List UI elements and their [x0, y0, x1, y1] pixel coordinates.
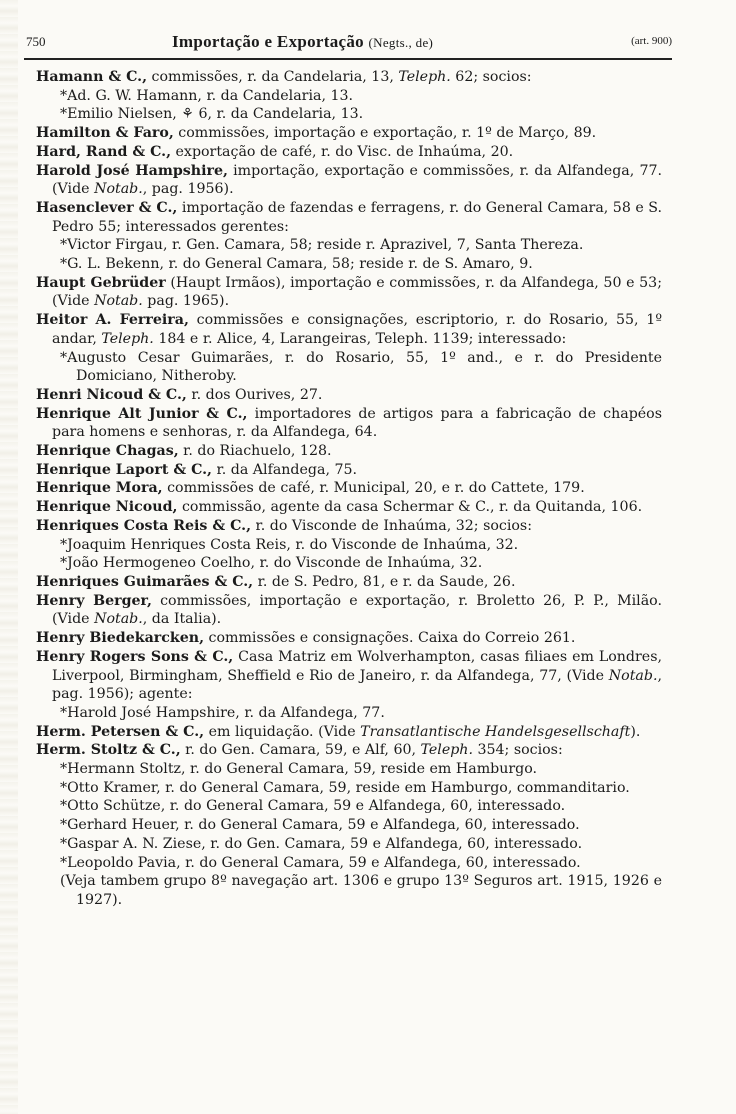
entry-text: commissões, importação e exportação, r. 1º de Março, 89.: [173, 125, 597, 142]
entry-text: importadores de artigos para a fabricação de chapéos para homens e senhoras, r. da Alfandega, 64.: [52, 405, 662, 441]
entry-name: Henrique Chagas,: [36, 443, 179, 460]
entry-italic: Notab.: [94, 611, 143, 628]
directory-entry: [36, 479, 662, 498]
entry-partner: *Joaquim Henriques Costa Reis, r. do Visconde de Inhaúma, 32.: [60, 536, 519, 553]
entry-text: r. da Alfandega, 75.: [212, 461, 358, 478]
page-edge-stain: [0, 0, 18, 1114]
directory-entry: [36, 723, 662, 742]
page-number: 750: [26, 34, 46, 49]
directory-entry: [36, 741, 662, 909]
entry-text: (Haupt Irmãos), importação e commissões, r. da Alfandega, 50 e 53; (Vide: [52, 274, 662, 310]
entry-name: Henry Rogers Sons & C.,: [36, 648, 234, 665]
entry-text: r. do Riachuelo, 128.: [178, 443, 332, 460]
entry-italic: Notab.: [608, 667, 658, 684]
entry-tail: ).: [630, 723, 641, 740]
entry-name: Henrique Nicoud,: [36, 499, 178, 516]
entry-partner: *Victor Firgau, r. Gen. Camara, 58; reside r. Aprazivel, 7, Santa Thereza.: [60, 237, 584, 254]
title-subtitle: (Negts., de): [368, 35, 434, 50]
entry-text: r. dos Ourives, 27.: [186, 386, 323, 403]
directory-entry: [36, 592, 662, 629]
article-reference: (art. 900): [631, 35, 672, 47]
entry-name: Hamann & C.,: [36, 69, 148, 85]
entry-partner: *Gaspar A. N. Ziese, r. do Gen. Camara, 59 e Alfandega, 60, interessado.: [60, 835, 583, 852]
entry-text: commissões e consignações. Caixa do Correio 261.: [204, 630, 576, 647]
entry-partner: *João Hermogeneo Coelho, r. do Visconde de Inhaúma, 32.: [60, 555, 483, 572]
entry-text: commissões e consignações, escriptorio, r. do Rosario, 55, 1º andar,: [52, 312, 662, 347]
entry-name: Henrique Mora,: [36, 480, 163, 497]
entry-name: Heitor A. Ferreira,: [36, 312, 189, 329]
entry-text: commissões, r. da Candelaria, 13,: [147, 69, 399, 85]
entry-name: Herm. Stoltz & C.,: [36, 742, 181, 759]
entry-tail: 62; socios:: [450, 69, 532, 85]
entry-partner: *Harold José Hampshire, r. da Alfandega, 77.: [60, 704, 385, 721]
directory-entry: [36, 461, 662, 480]
entry-text: exportação de café, r. do Visc. de Inhaúma, 20.: [171, 143, 514, 160]
entry-italic: Teleph.: [398, 69, 451, 85]
entry-text: r. de S. Pedro, 81, e r. da Saude, 26.: [253, 573, 516, 590]
entry-partner: *Otto Kramer, r. do General Camara, 59, reside em Hamburgo, commanditario.: [60, 779, 630, 796]
entry-text: commissões de café, r. Municipal, 20, e r. do Cattete, 179.: [162, 480, 585, 497]
page-title: [172, 32, 433, 52]
entry-partner: (Veja tambem grupo 8º navegação art. 1306 e grupo 13º Seguros art. 1915, 1926 e 1927).: [60, 873, 662, 908]
entry-name: Haupt Gebrüder: [36, 274, 166, 291]
entry-partner: *Ad. G. W. Hamann, r. da Candelaria, 13.: [60, 87, 354, 104]
entry-italic: Notab.: [94, 293, 143, 310]
entry-text: r. do Visconde de Inhaúma, 32; socios:: [251, 517, 532, 534]
directory-entry: [36, 648, 662, 723]
entry-name: Henry Berger,: [36, 592, 152, 609]
entry-name: Henrique Alt Junior & C.,: [36, 405, 248, 422]
directory-entry: [36, 124, 662, 143]
entry-partner: *Emilio Nielsen, ⚘ 6, r. da Candelaria, 13.: [60, 106, 364, 123]
entry-text: importação de fazendas e ferragens, r. do General Camara, 58 e S. Pedro 55; interessados gerentes:: [52, 199, 662, 235]
directory-entry: [36, 162, 662, 199]
entry-name: Harold José Hampshire,: [36, 162, 228, 179]
entry-text: importação, exportação e commissões, r. da Alfandega, 77. (Vide: [52, 162, 663, 198]
entry-italic: Teleph.: [420, 742, 473, 759]
entry-italic: Notab.: [94, 181, 143, 198]
entry-tail: pag. 1965).: [142, 293, 230, 310]
entry-partner: *Leopoldo Pavia, r. do General Camara, 59 e Alfandega, 60, interessado.: [60, 854, 581, 871]
entry-tail: , pag. 1956); agente:: [52, 667, 662, 703]
directory-listing: [36, 68, 662, 910]
entry-text: commissões, importação e exportação, r. Broletto 26, P. P., Milão. (Vide: [52, 592, 662, 628]
entry-tail: , pag. 1956).: [142, 181, 234, 198]
entry-name: Hasenclever & C.,: [36, 199, 178, 216]
entry-tail: 354; socios:: [472, 742, 563, 759]
directory-entry: [36, 442, 662, 461]
entry-name: Henri Nicoud & C.,: [36, 386, 187, 403]
page-header: [20, 30, 672, 56]
entry-name: Henriques Costa Reis & C.,: [36, 517, 252, 534]
entry-text: commissão, agente da casa Schermar & C., r. da Quitanda, 106.: [177, 499, 643, 516]
entry-text: em liquidação. (Vide: [204, 723, 361, 740]
directory-entry: [36, 498, 662, 517]
directory-entry: [36, 517, 662, 573]
entry-tail: 184 e r. Alice, 4, Larangeiras, Teleph. 1139; interessado:: [153, 330, 567, 347]
entry-name: Henry Biedekarcken,: [36, 630, 205, 647]
directory-entry: [36, 405, 662, 442]
entry-name: Henrique Laport & C.,: [36, 461, 212, 478]
directory-entry: [36, 386, 662, 405]
entry-name: Herm. Petersen & C.,: [36, 723, 205, 740]
directory-entry: [36, 199, 662, 274]
entry-name: Hard, Rand & C.,: [36, 143, 172, 160]
title-text: Importação e Exportação: [172, 32, 364, 51]
entry-italic: Teleph.: [101, 330, 154, 347]
entry-name: Hamilton & Faro,: [36, 125, 174, 142]
entry-tail: , da Italia).: [142, 611, 222, 628]
directory-entry: [36, 629, 662, 648]
entry-text: Casa Matriz em Wolverhampton, casas filiaes em Londres, Liverpool, Birmingham, Sheffield e Rio de Janeiro, r. da Alfandega, 77, (Vide: [52, 648, 662, 684]
entry-partner: *Otto Schütze, r. do General Camara, 59 e Alfandega, 60, interessado.: [60, 798, 566, 815]
header-rule: [24, 58, 672, 60]
directory-entry: [36, 143, 662, 162]
entry-partner: *G. L. Bekenn, r. do General Camara, 58; reside r. de S. Amaro, 9.: [60, 256, 533, 273]
entry-text: r. do Gen. Camara, 59, e Alf, 60,: [180, 742, 421, 759]
directory-entry: [36, 274, 662, 311]
directory-entry: [36, 311, 662, 386]
entry-italic: Transatlantische Handelsgesellschaft: [360, 723, 631, 740]
entry-partner: *Hermann Stoltz, r. do General Camara, 59, reside em Hamburgo.: [60, 761, 538, 778]
entry-name: Henriques Guimarães & C.,: [36, 573, 254, 590]
entry-partner: *Augusto Cesar Guimarães, r. do Rosario, 55, 1º and., e r. do Presidente Domiciano, Nitheroby.: [60, 349, 662, 385]
directory-entry: [36, 573, 662, 592]
directory-entry: [36, 68, 662, 124]
entry-partner: *Gerhard Heuer, r. do General Camara, 59 e Alfandega, 60, interessado.: [60, 817, 580, 834]
